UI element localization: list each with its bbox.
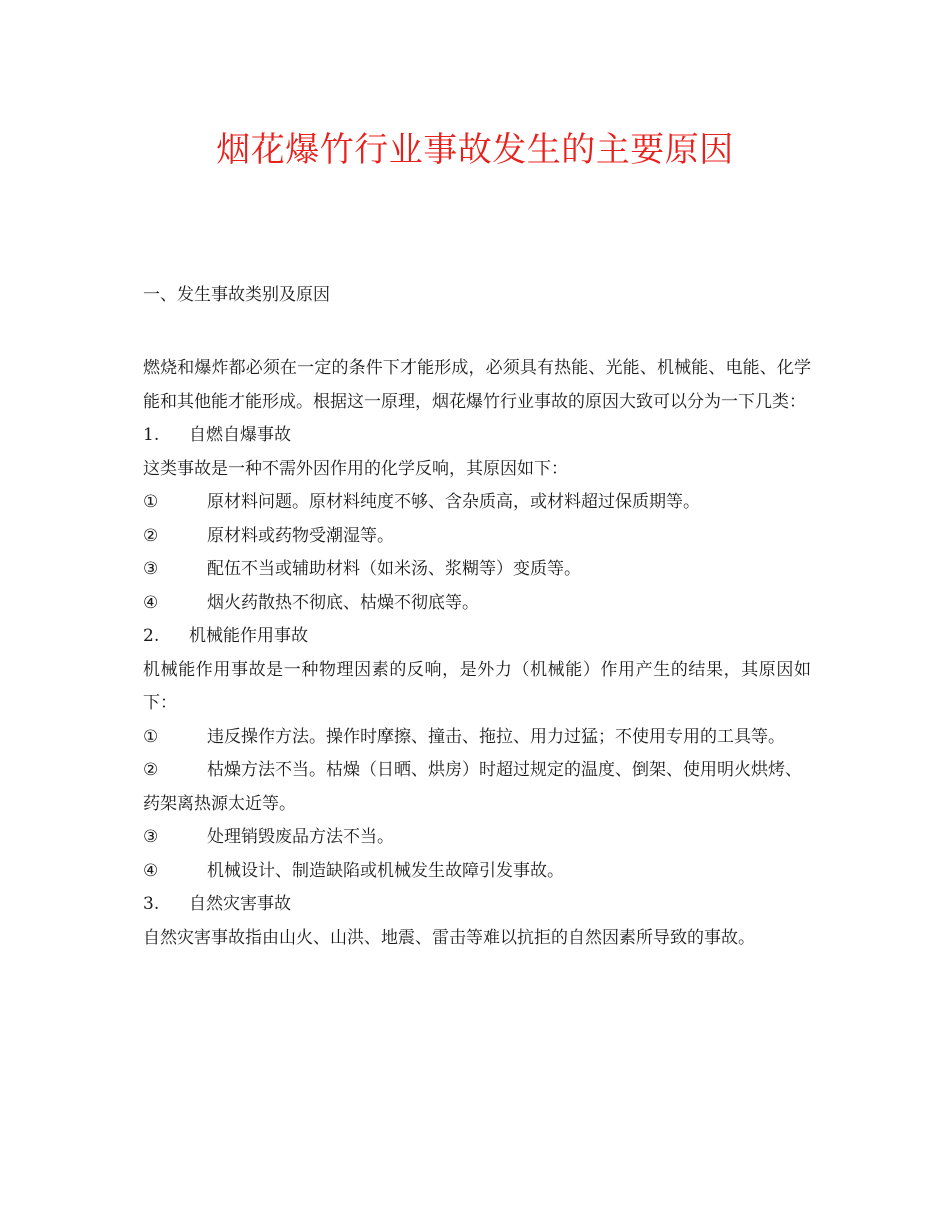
intro-paragraph: 燃烧和爆炸都必须在一定的条件下才能形成，必须具有热能、光能、机械能、电能、化学能和其他能才能形成。根据这一原理，烟花爆竹行业事故的原因大致可以分为一下几类： <box>143 358 811 412</box>
list-marker: ④ <box>143 592 159 613</box>
category-number: 2. <box>143 626 160 646</box>
list-item-text: 配伍不当或辅助材料（如米汤、浆糊等）变质等。 <box>207 559 581 579</box>
list-item-text: 机械设计、制造缺陷或机械发生故障引发事故。 <box>207 860 564 881</box>
category-heading <box>143 888 811 922</box>
list-item <box>143 721 811 755</box>
list-marker: ① <box>143 726 159 747</box>
list-item <box>143 553 811 587</box>
list-item <box>143 754 811 821</box>
list-item-text: 枯燥方法不当。枯燥（日晒、烘房）时超过规定的温度、倒架、使用明火烘烤、药架离热源太近等。 <box>143 760 802 814</box>
category-heading <box>143 620 811 654</box>
list-item <box>143 520 811 554</box>
category-number: 1. <box>143 425 160 445</box>
category-number: 3. <box>143 894 160 914</box>
list-item-text: 违反操作方法。操作时摩擦、撞击、拖拉、用力过猛；不使用专用的工具等。 <box>207 726 785 747</box>
list-marker: ② <box>143 760 159 780</box>
list-item-text: 烟火药散热不彻底、枯燥不彻底等。 <box>207 592 479 613</box>
category-description: 这类事故是一种不需外因作用的化学反响，其原因如下： <box>143 458 568 479</box>
category-heading <box>143 419 811 453</box>
list-marker: ② <box>143 525 159 546</box>
category-title: 自燃自爆事故 <box>189 425 291 445</box>
list-marker: ③ <box>143 559 159 579</box>
list-item <box>143 821 811 855</box>
list-item-text: 处理销毁废品方法不当。 <box>207 827 394 847</box>
category-description: 自然灾害事故指由山火、山洪、地震、雷击等难以抗拒的自然因素所导致的事故。 <box>143 927 755 948</box>
list-marker: ④ <box>143 860 159 881</box>
document-body <box>143 352 811 955</box>
category-description: 机械能作用事故是一种物理因素的反响，是外力（机械能）作用产生的结果，其原因如下： <box>143 659 811 713</box>
section-heading: 一、发生事故类别及原因 <box>143 285 330 305</box>
list-item <box>143 486 811 520</box>
list-marker: ① <box>143 492 159 512</box>
category-title: 机械能作用事故 <box>189 626 308 646</box>
list-item-text: 原材料问题。原材料纯度不够、含杂质高，或材料超过保质期等。 <box>207 492 700 512</box>
list-item-text: 原材料或药物受潮湿等。 <box>207 525 394 546</box>
list-item <box>143 855 811 889</box>
document-title: 烟花爆竹行业事故发生的主要原因 <box>216 130 734 170</box>
list-marker: ③ <box>143 827 159 847</box>
list-item <box>143 587 811 621</box>
category-title: 自然灾害事故 <box>189 894 291 914</box>
